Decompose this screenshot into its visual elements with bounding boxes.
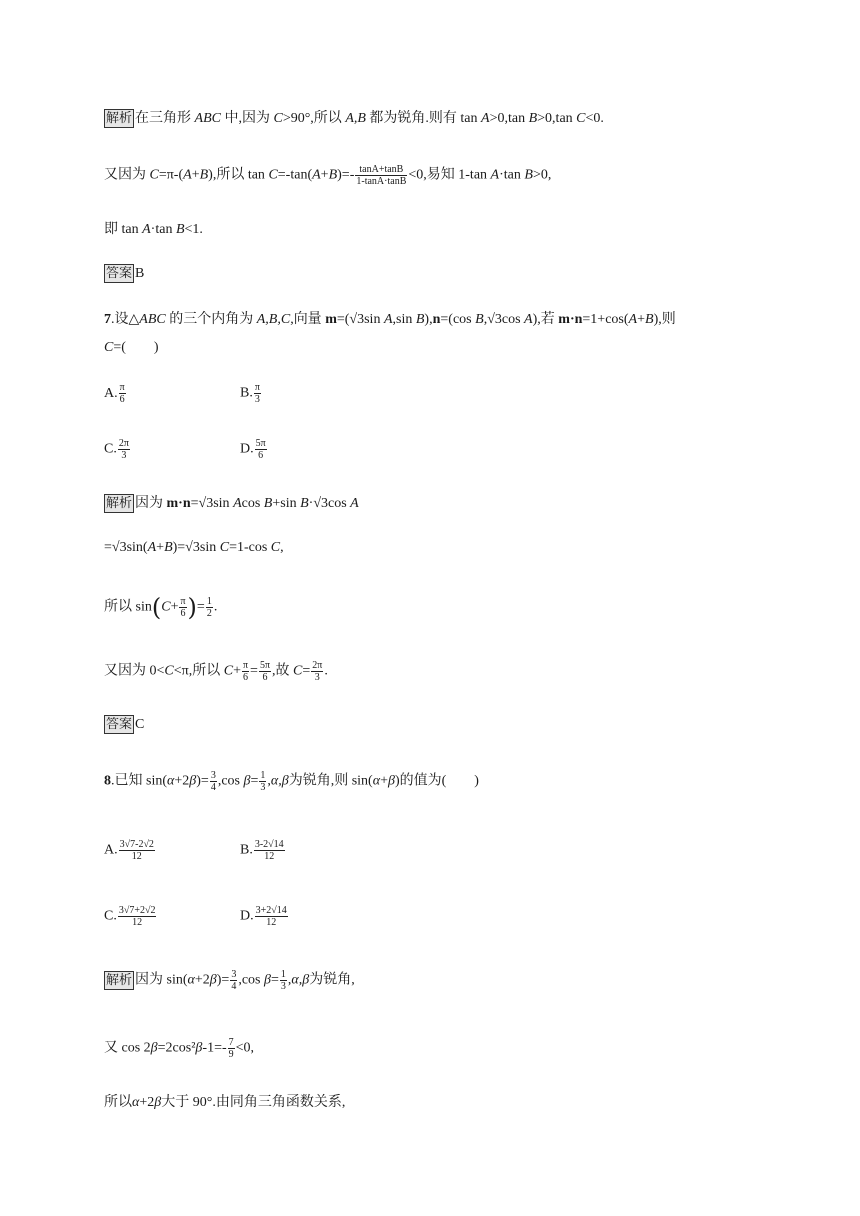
q7-explanation-line3: 所以 sin(C+ $\frac{\pi}{6}$ )= $\frac{1}{2}$ . [104,593,218,622]
analysis-tag: 解析 [106,111,133,126]
q7-explanation-line4: 又因为 0<C<π,所以 C+ $\frac{\pi}{6}$ = $\frac{5\pi}{6}$ ,故 C= $\frac{2\pi}{3}$ . [104,660,328,683]
q7-option-a[interactable]: A. $\frac{\pi}{6}$ [104,382,125,405]
q7-option-c[interactable]: C. $\frac{2\pi}{3}$ [104,438,129,461]
q7-options-row1 [104,382,127,405]
analysis-tag: 解析 [106,496,133,511]
q7-option-b[interactable]: B. $\frac{\pi}{3}$ [240,382,260,405]
q7-answer: 答案 C [106,717,145,732]
q8-stem: 8.已知 sin(α+2β)= $\frac{3}{4}$ ,cos β= $\frac{1}{3}$ ,α,β为锐角,则 sin(α+β)的值为( ) [104,770,479,793]
p6-answer: 答案 B [106,266,145,281]
tan-sum-fraction: $\frac{\tan A+\tan B}{1-\tan A\cdot\tan B}$ [356,164,407,187]
q7-explanation-line1: 解析 因为 m·n=√3sin Acos B+sin B·√3cos A [106,496,359,511]
q8-option-a[interactable]: A. $\frac{3√7-2√2}{12}$ [104,839,154,862]
analysis-tag: 解析 [106,972,133,988]
q7-stem-line2: C=( ) [104,340,159,355]
q7-explanation-line2: =√3sin(A+B)=√3sin C=1-cos C, [104,540,284,555]
q8-explanation-line2: 又 cos 2β=2cos²β-1=- $\frac{7}{9}$ <0, [104,1037,255,1060]
q8-option-b[interactable]: B. $\frac{3-2√14}{12}$ [240,839,284,862]
q7-option-d[interactable]: D. $\frac{5\pi}{6}$ [240,438,266,461]
q8-option-c[interactable]: C. $\frac{3√7+2√2}{12}$ [104,905,156,928]
p6-explanation-line1: 解析 在三角形 ABC 中,因为 C>90°,所以 A,B 都为锐角.则有 tan A>0,tan B>0,tan C<0. [106,111,604,126]
answer-tag: 答案 [106,717,133,732]
p6-explanation-line2: 又因为 C=π-(A+B),所以 tan C=-tan(A+B)=- $\frac{\tan A+\tan B}{1-\tan A\cdot\tan B}$ <0,易知 1-tan A·tan B>0, [104,164,552,187]
answer-tag: 答案 [106,266,133,281]
q8-option-d[interactable]: D. $\frac{3+2√14}{12}$ [240,905,287,928]
q7-stem-line1: 7.设△ABC 的三个内角为 A,B,C,向量 m=(√3sin A,sin B),n=(cos B,√3cos A),若 m·n=1+cos(A+B),则 [104,312,676,327]
q8-explanation-line3: 所以α+2β大于 90°.由同角三角函数关系, [104,1095,346,1110]
q8-explanation-line1: 解析 因为 sin(α+2β)= $\frac{3}{4}$ ,cos β= $\frac{1}{3}$ ,α,β为锐角, [106,969,355,992]
p6-explanation-line3: 即 tan A·tan B<1. [104,222,203,237]
